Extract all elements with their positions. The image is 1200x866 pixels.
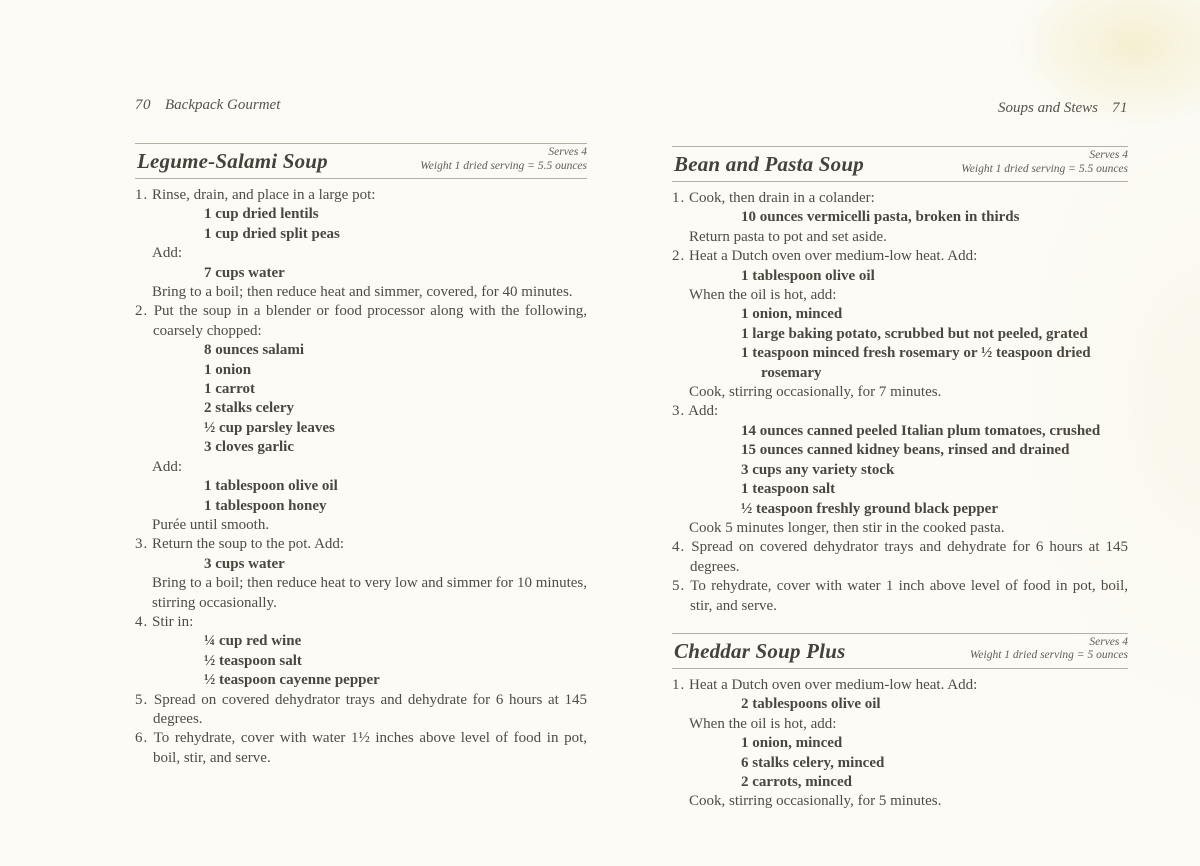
weight-line: Weight 1 dried serving = 5 ounces [969, 649, 1128, 662]
ingredient-line: ½ teaspoon salt [204, 652, 302, 669]
step-line: 1. Rinse, drain, and place in a large pot: [135, 187, 376, 203]
step-number: 5. [672, 578, 686, 595]
ingredient-line: ½ teaspoon freshly ground black pepper [741, 500, 998, 517]
step-number: 4. [672, 539, 686, 556]
ingredient-line: 3 cups water [204, 555, 285, 572]
ingredient-line: ½ cup parsley leaves [204, 419, 335, 436]
ingredient-line: 1 carrot [204, 381, 255, 398]
step-number: 2. [135, 303, 149, 320]
weight-line: Weight 1 dried serving = 5.5 ounces [420, 159, 587, 172]
continuation-line: Return pasta to pot and set aside. [689, 228, 887, 245]
step-number: 3. [672, 403, 686, 420]
ingredient-line: 1 teaspoon minced fresh rosemary or ½ teaspoon dried rosemary [741, 345, 1091, 381]
step-number: 5. [135, 691, 149, 708]
serves-line: Serves 4 [548, 146, 587, 158]
step-line: 3. Return the soup to the pot. Add: [135, 536, 345, 553]
ingredient-line: 1 tablespoon honey [204, 497, 327, 514]
recipe-title: Bean and Pasta Soup [674, 152, 864, 176]
ingredient-line: 14 ounces canned peeled Italian plum tomatoes, crushed [741, 422, 1101, 439]
left-page-number: 70 [135, 97, 151, 113]
step-line: 4. Stir in: [135, 613, 194, 630]
ingredient-line: ½ teaspoon cayenne pepper [204, 672, 380, 689]
step-line: 1. Cook, then drain in a colander: [672, 190, 875, 206]
continuation-line: Add: [152, 245, 182, 262]
ingredient-line: 2 tablespoons olive oil [741, 696, 881, 713]
step-line: 2. Put the soup in a blender or food processor along with the following, coarsely chopped: [135, 303, 587, 339]
section-title: Soups and Stews [997, 100, 1098, 116]
step-number: 1. [672, 190, 686, 206]
continuation-line: When the oil is hot, add: [689, 287, 837, 304]
ingredient-line: 1 cup dried split peas [204, 225, 340, 242]
continuation-line: Bring to a boil; then reduce heat and simmer, covered, for 40 minutes. [152, 284, 573, 301]
right-running-head [672, 100, 1128, 117]
step-number: 4. [135, 613, 149, 630]
left-page-recipes [135, 143, 587, 768]
recipe [672, 146, 1128, 616]
recipe-lines [135, 186, 587, 768]
serves-line: Serves 4 [1089, 149, 1128, 161]
recipe-lines [672, 676, 1128, 812]
step-line: 2. Heat a Dutch oven over medium-low heat. Add: [672, 248, 978, 265]
ingredient-line: ¼ cup red wine [204, 633, 302, 650]
ingredient-line: 1 tablespoon olive oil [741, 267, 875, 284]
ingredient-line: 2 stalks celery [204, 400, 294, 417]
serves-weight [420, 146, 587, 174]
right-page-recipes [672, 146, 1128, 812]
right-page-number: 71 [1112, 100, 1128, 116]
recipe [135, 143, 587, 768]
recipe-header [135, 143, 587, 179]
recipe-title: Legume-Salami Soup [137, 149, 328, 173]
ingredient-line: 7 cups water [204, 264, 285, 281]
continuation-line: Add: [152, 458, 182, 475]
recipe-header [672, 146, 1128, 182]
ingredient-line: 1 onion, minced [741, 735, 843, 752]
ingredient-line: 1 teaspoon salt [741, 481, 836, 498]
ingredient-line: 1 onion, minced [741, 306, 843, 323]
recipe-title: Cheddar Soup Plus [674, 638, 846, 663]
serves-line: Serves 4 [1089, 635, 1128, 648]
ingredient-line: 3 cups any variety stock [741, 461, 895, 478]
serves-weight [961, 149, 1128, 177]
ingredient-line: 10 ounces vermicelli pasta, broken in thirds [741, 209, 1020, 226]
ingredient-line: 1 tablespoon olive oil [204, 478, 338, 495]
step-line: 5. Spread on covered dehydrator trays and dehydrate for 6 hours at 145 degrees. [135, 691, 587, 727]
step-number: 1. [135, 187, 149, 203]
continuation-line: Purée until smooth. [152, 516, 270, 533]
ingredient-line: 3 cloves garlic [204, 439, 294, 456]
step-number: 2. [672, 248, 686, 265]
continuation-line: Cook, stirring occasionally, for 7 minutes. [689, 384, 942, 401]
step-number: 1. [672, 676, 686, 693]
step-line: 1. Heat a Dutch oven over medium-low heat. Add: [672, 676, 978, 693]
left-page [135, 97, 587, 768]
ingredient-line: 6 stalks celery, minced [741, 754, 885, 771]
recipe-lines [672, 189, 1128, 616]
recipe [672, 633, 1128, 812]
ingredient-line: 1 cup dried lentils [204, 206, 319, 223]
recipe-header [672, 633, 1128, 669]
ingredient-line: 1 onion [204, 361, 252, 378]
step-number: 6. [135, 730, 149, 747]
step-line: 5. To rehydrate, cover with water 1 inch above level of food in pot, boil, stir, and serve. [672, 578, 1128, 614]
ingredient-line: 2 carrots, minced [741, 773, 852, 790]
ingredient-line: 15 ounces canned kidney beans, rinsed and drained [741, 442, 1070, 459]
continuation-line: Bring to a boil; then reduce heat to very low and simmer for 10 minutes, stirring occasionally. [152, 575, 587, 611]
ingredient-line: 8 ounces salami [204, 342, 305, 359]
step-line: 4. Spread on covered dehydrator trays and dehydrate for 6 hours at 145 degrees. [672, 539, 1128, 575]
step-line: 3. Add: [672, 403, 719, 420]
serves-weight [970, 636, 1128, 664]
left-running-head [135, 97, 587, 114]
right-page [672, 100, 1128, 812]
step-line: 6. To rehydrate, cover with water 1½ inches above level of food in pot, boil, stir, and serve. [135, 730, 587, 766]
ingredient-line: 1 large baking potato, scrubbed but not peeled, grated [741, 325, 1088, 342]
continuation-line: When the oil is hot, add: [689, 715, 837, 732]
continuation-line: Cook, stirring occasionally, for 5 minutes. [689, 793, 942, 810]
weight-line: Weight 1 dried serving = 5.5 ounces [961, 162, 1128, 175]
continuation-line: Cook 5 minutes longer, then stir in the cooked pasta. [689, 519, 1005, 536]
step-number: 3. [135, 536, 149, 553]
book-title: Backpack Gourmet [165, 97, 281, 113]
